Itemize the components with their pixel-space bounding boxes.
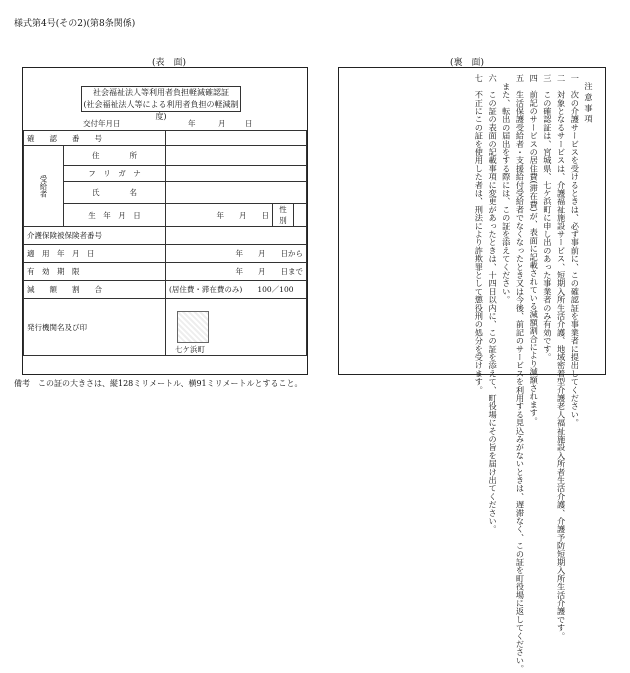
notice-title: 注 意 事 項 [584, 82, 594, 123]
title-line2: (社会福祉法人等による利用者負担の軽減制度) [83, 100, 239, 121]
front-table: 確 認 番 号 受給者 住 所 フ リ ガ ナ 氏 名 生 年 月 日 年 月 日 性別 介護保険被保険者番号 適 用 年 月 日 年 月 日から 有 効 期 限 年 月 日まで 減 額 割 合 (居住費・滞在費のみ) 100／100 発行機関名及び印 七ケ浜町 [23, 130, 307, 356]
recipient-label: 受給者 [24, 146, 64, 227]
front-side [22, 67, 308, 375]
form-id: 様式第4号(その2)(第8条関係) [14, 19, 136, 29]
reduction-label: 減 額 割 合 [24, 281, 166, 299]
official-seal [177, 311, 209, 343]
valid-label: 有 効 期 限 [24, 263, 166, 281]
notice-4: 四 前記のサービスの居住費(滞在費)が、表面に記載されている減額割合により減額されます。 [529, 74, 540, 425]
address-label: 住 所 [64, 146, 166, 166]
sex-label: 性別 [273, 204, 294, 227]
certificate-title [81, 86, 241, 121]
issue-date-row: 交付年月日 年 月 日 [83, 119, 253, 128]
back-label: (裏 面) [450, 58, 485, 68]
notice-3: 三 この確認証は、宮城県、七ケ浜町に申し出のあった事業者のみ有効です。 [542, 74, 553, 361]
notice-7: 七 不正にこの証を使用した者は、刑法により詐欺罪として懲役刑の処分を受けます。 [474, 74, 485, 394]
notice-5: 五 生活保護受給者・支援給付受給者でなくなったとき又は今後、前記のサービスを利用する見込みがないときは、遅滞なく、この証を町役場に返してください。 [515, 74, 526, 673]
issuer-label: 発行機関名及び印 [24, 299, 166, 356]
notice-2: 二 対象となるサービスは、介護福祉施設サービス、短期入所生活介護、地域密着型介護老人福祉施設入所者生活介護、介護予防短期入所生活介護です。 [556, 74, 567, 640]
notice-1: 一 次の介護サービスを受けるときは、必ず事前に、この確認証を事業者に提出してください。 [570, 74, 581, 427]
confirm-no-value [166, 131, 307, 146]
confirm-no-label: 確 認 番 号 [24, 131, 166, 146]
reduction-value: (居住費・滞在費のみ) 100／100 [166, 281, 307, 299]
issue-date-label: 交付年月日 [83, 119, 121, 128]
birth-label: 生 年 月 日 [64, 204, 166, 227]
furigana-label: フ リ ガ ナ [64, 166, 166, 182]
front-label: (表 面) [152, 58, 187, 68]
title-line1: 社会福祉法人等利用者負担軽減確認証 [93, 88, 229, 97]
insured-no-label: 介護保険被保険者番号 [24, 227, 166, 245]
apply-date-label: 適 用 年 月 日 [24, 245, 166, 263]
notice-text [472, 74, 595, 673]
notice-5b: また、転出の届出をする際には、この証を添えてください。 [501, 74, 512, 304]
issuer-name: 七ケ浜町 [175, 345, 205, 354]
address-value [166, 146, 307, 166]
back-side [338, 67, 606, 673]
footnote: 備考 この証の大きさは、縦128ミリメートル、横91ミリメートルとすること。 [14, 379, 303, 388]
notice-6: 六 この証の表面の記載事項に変更があったときは、十四日以内に、この証を添えて、町役場にその旨を届け出てください。 [488, 74, 499, 534]
name-label: 氏 名 [64, 182, 166, 204]
